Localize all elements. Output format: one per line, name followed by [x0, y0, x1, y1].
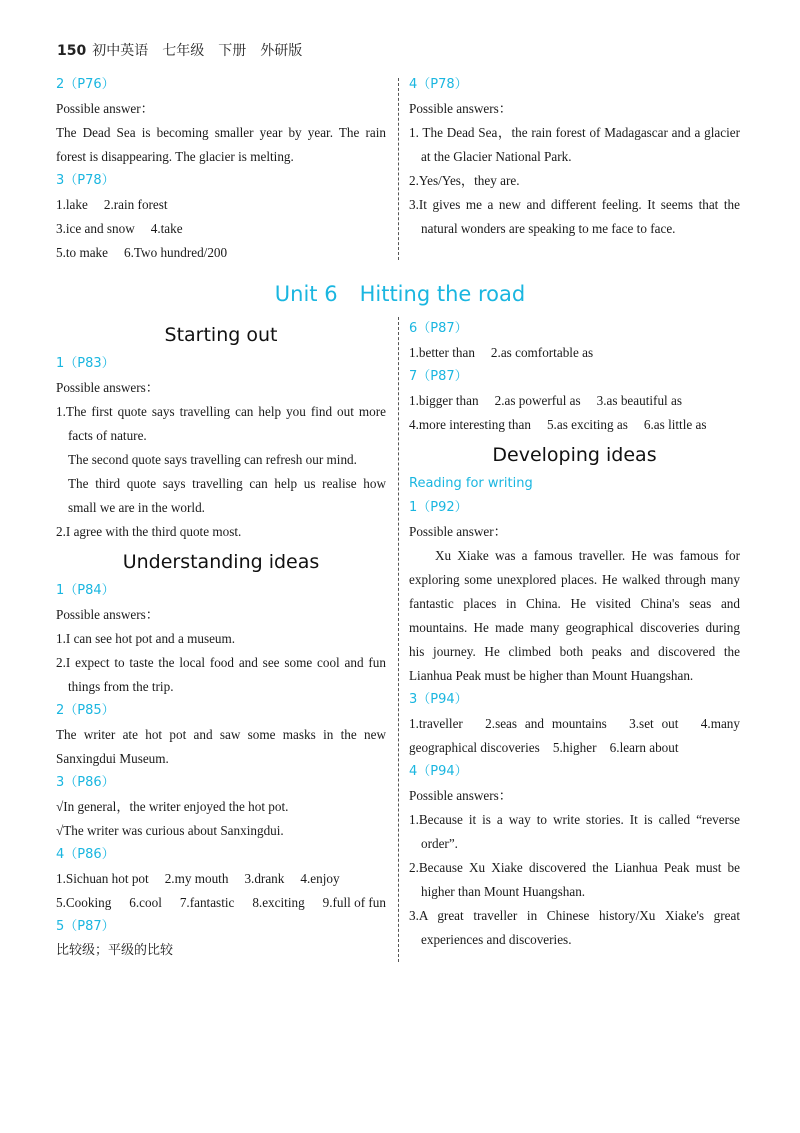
exercise-label: 2（P85） — [56, 703, 115, 718]
exercise-label: 7（P87） — [409, 369, 468, 384]
answer-item: 3.drank — [244, 871, 285, 886]
answer-row — [409, 341, 740, 365]
answer-intro: Possible answers： — [409, 788, 512, 803]
answer-item: 8.exciting — [252, 895, 305, 910]
answer-item: 2.Because Xu Xiake discovered the Lianhua Peak must be higher than Mount Huangshan. — [409, 860, 740, 899]
section-heading: Starting out — [164, 324, 278, 346]
answer-item: 1.lake — [56, 197, 88, 212]
exercise-label: 3（P86） — [56, 775, 115, 790]
answer-item: 6.as little as — [643, 417, 707, 432]
answer-item: 6.cool — [129, 895, 162, 910]
book-grade: 七年级 — [162, 43, 205, 59]
column-divider-top — [398, 78, 399, 260]
lower-right-column — [409, 317, 740, 952]
answer-item: 3.ice and snow — [56, 221, 135, 236]
answer-item: 1.better than — [409, 345, 475, 360]
top-left-column — [56, 73, 386, 265]
answer-item: 2.I agree with the third quote most. — [56, 524, 242, 539]
answer-row — [56, 217, 386, 241]
answer-intro: Possible answers： — [409, 101, 512, 116]
answer-continuation: The third quote says travelling can help us realise how small we are in the world. — [68, 476, 386, 515]
answer-continuation: The second quote says travelling can refresh our mind. — [68, 452, 357, 467]
exercise-label: 3（P94） — [409, 692, 468, 707]
answer-item: 5.Cooking — [56, 895, 112, 910]
exercise-label: 4（P94） — [409, 764, 468, 779]
answer-text: 1.traveller 2.seas and mountains 3.set out 4.many geographical discoveries 5.higher 6.learn about — [409, 716, 740, 755]
column-divider-bottom — [398, 317, 399, 962]
answer-row — [56, 867, 386, 891]
answer-item: 4.more interesting than — [409, 417, 531, 432]
answer-text: The writer ate hot pot and saw some masks in the new Sanxingdui Museum. — [56, 727, 386, 766]
answer-row — [56, 891, 386, 915]
section-heading: Developing ideas — [492, 444, 657, 466]
answer-item: 6.Two hundred/200 — [124, 245, 228, 260]
subsection-heading: Reading for writing — [409, 476, 533, 491]
unit-title — [0, 280, 800, 308]
answer-intro: Possible answers： — [56, 607, 159, 622]
answer-item: 2.I expect to taste the local food and see some cool and fun things from the trip. — [56, 655, 386, 694]
answer-text: The Dead Sea is becoming smaller year by year. The rain forest is disappearing. The glacier is melting. — [56, 125, 386, 164]
exercise-label: 2（P76） — [56, 77, 115, 92]
answer-intro: Possible answers： — [56, 380, 159, 395]
answer-row — [56, 241, 386, 265]
exercise-label: 5（P87） — [56, 919, 115, 934]
answer-item: √The writer was curious about Sanxingdui. — [56, 823, 284, 838]
answer-item: 4.enjoy — [300, 871, 340, 886]
answer-item: 1.Because it is a way to write stories. It is called “reverse order”. — [409, 812, 740, 851]
book-title: 初中英语 — [92, 43, 149, 59]
top-right-column — [409, 73, 740, 241]
exercise-label: 1（P83） — [56, 356, 115, 371]
answer-item: 1.I can see hot pot and a museum. — [56, 631, 236, 646]
answer-item: 5.to make — [56, 245, 109, 260]
exercise-label: 4（P86） — [56, 847, 115, 862]
page-header — [57, 40, 302, 60]
exercise-label: 6（P87） — [409, 321, 468, 336]
answer-item: 7.fantastic — [179, 895, 235, 910]
exercise-label: 1（P84） — [56, 583, 115, 598]
page-number: 150 — [57, 43, 87, 59]
answer-intro: Possible answer： — [56, 101, 154, 116]
lower-left-column — [56, 317, 386, 963]
answer-text: Xu Xiake was a famous traveller. He was famous for exploring some unexplored places. He walked through many fantastic places in China. He visited China's seas and mountains. He made many geographical discoveries during his journey. He climbed both peaks and discovered the Lianhua Peak must be higher than Mount Huangshan. — [409, 548, 740, 683]
answer-item: 1.bigger than — [409, 393, 479, 408]
section-heading: Understanding ideas — [122, 551, 320, 573]
answer-row — [409, 413, 740, 437]
answer-item: 2.as comfortable as — [490, 345, 594, 360]
answer-item: 2.my mouth — [164, 871, 229, 886]
answer-item: 3.as beautiful as — [596, 393, 682, 408]
answer-item: √In general，the writer enjoyed the hot pot. — [56, 799, 289, 814]
answer-item: 2.Yes/Yes，they are. — [409, 173, 520, 188]
book-edition: 外研版 — [260, 43, 303, 59]
exercise-label: 3（P78） — [56, 173, 115, 188]
answer-item: 3.It gives me a new and different feeling. It seems that the natural wonders are speaking to me face to face. — [409, 197, 740, 236]
answer-item: 2.rain forest — [103, 197, 168, 212]
answer-item: 4.take — [150, 221, 183, 236]
exercise-label: 1（P92） — [409, 500, 468, 515]
answer-intro: Possible answer： — [409, 524, 507, 539]
answer-row — [409, 389, 740, 413]
answer-item: 1.The first quote says travelling can help you find out more facts of nature. — [56, 404, 386, 443]
unit-name: Hitting the road — [359, 282, 526, 306]
unit-number: Unit 6 — [274, 282, 338, 306]
answer-text: 比较级；平级的比较 — [56, 943, 174, 958]
answer-item: 2.as powerful as — [494, 393, 581, 408]
exercise-label: 4（P78） — [409, 77, 468, 92]
answer-item: 9.full of fun — [322, 895, 386, 910]
answer-item: 1. The Dead Sea，the rain forest of Madagascar and a glacier at the Glacier National Park. — [409, 125, 740, 164]
answer-item: 3.A great traveller in Chinese history/Xu Xiake's great experiences and discoveries. — [409, 908, 740, 947]
answer-item: 5.as exciting as — [546, 417, 628, 432]
book-volume: 下册 — [218, 43, 247, 59]
answer-row — [56, 193, 386, 217]
answer-item: 1.Sichuan hot pot — [56, 871, 149, 886]
